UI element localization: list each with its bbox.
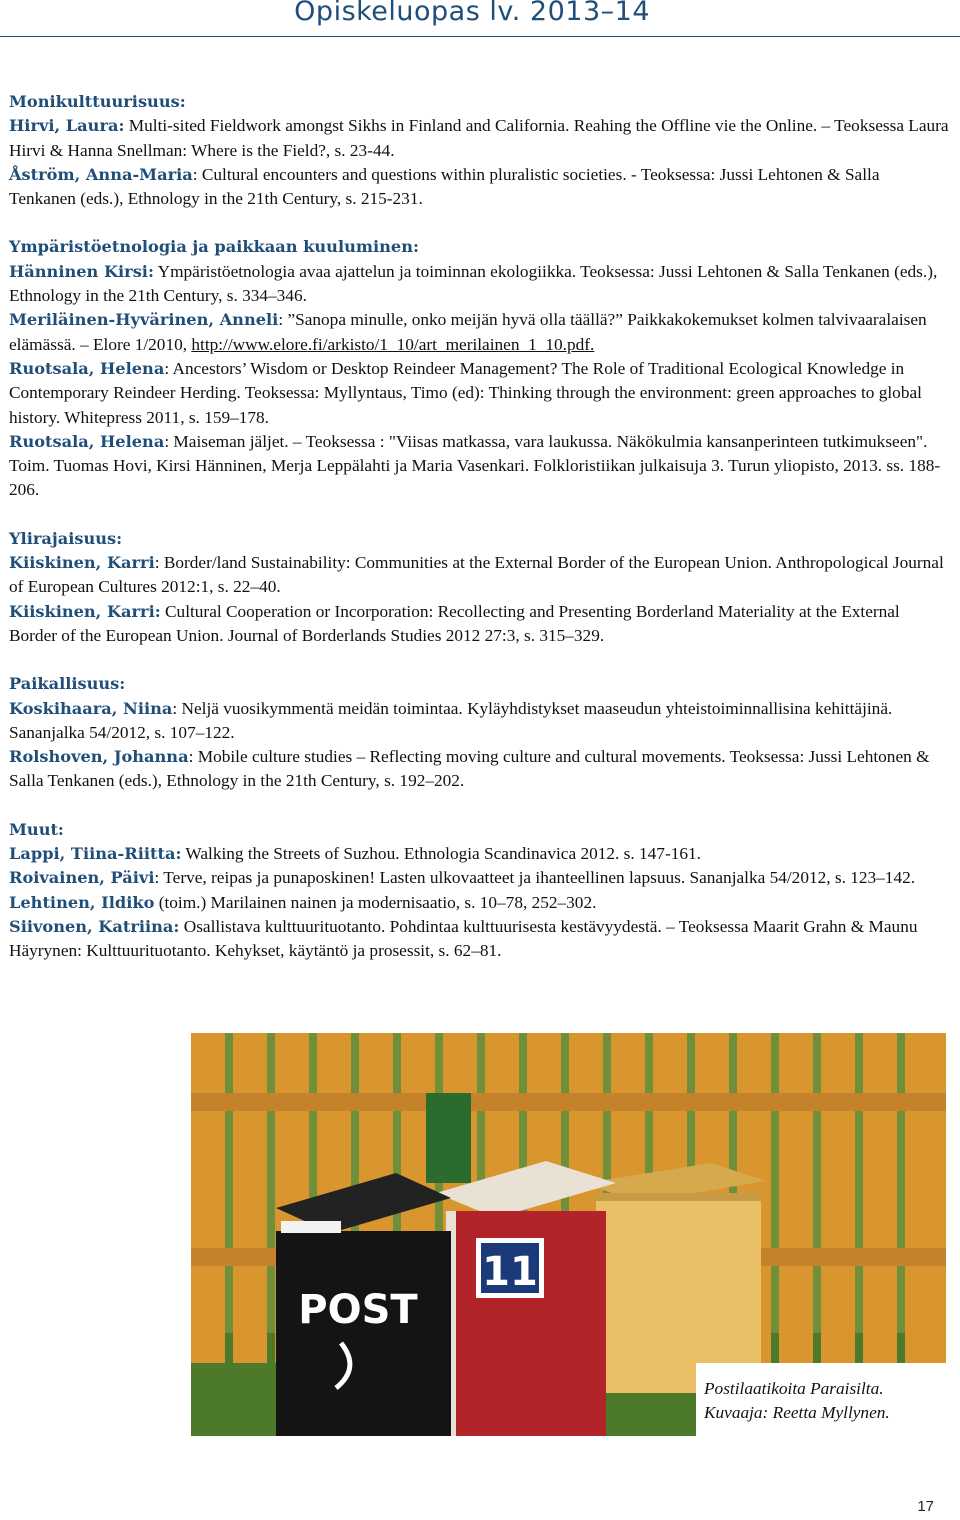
bibliography-entry [9, 915, 949, 964]
entry-author: Kiiskinen, Karri [9, 553, 155, 573]
page-number: 17 [917, 1498, 934, 1515]
entry-text: : Terve, reipas ja punaposkinen! Lasten ulkovaatteet ja ihanteellinen lapsuus. Sananjalka 54/2012, s. 123–142. [154, 868, 916, 888]
caption-line-1: Postilaatikoita Paraisilta. [704, 1379, 884, 1398]
entry-author: Meriläinen-Hyvärinen, Anneli [9, 310, 279, 330]
bibliography-entry [9, 697, 949, 746]
section-heading: Ylirajaisuus: [9, 528, 123, 548]
section-muut [9, 818, 949, 964]
bibliography-entry [9, 866, 949, 890]
entry-text: : Cultural encounters and questions within pluralistic societies. - Teoksessa: Jussi Lehtonen & Salla Tenkanen (eds.), Ethnology in the 21th Century, s. 215-231. [9, 164, 880, 209]
bibliography-entry [9, 891, 949, 915]
entry-author: Rolshoven, Johanna [9, 747, 189, 767]
entry-author: Lappi, Tiina-Riitta: [9, 844, 182, 864]
section-heading: Muut: [9, 819, 64, 839]
section-heading: Monikulttuurisuus: [9, 92, 186, 111]
entry-author: Hirvi, Laura: [9, 116, 125, 136]
section-paikallisuus [9, 672, 949, 793]
entry-author: Ruotsala, Helena [9, 431, 165, 451]
section-monikulttuurisuus [9, 90, 949, 211]
mailbox-illustration [191, 1033, 946, 1436]
document-body [9, 90, 949, 988]
elore-article-link[interactable]: http://www.elore.fi/arkisto/1_10/art_merilainen_1_10.pdf. [191, 334, 595, 354]
entry-text: Osallistava kulttuurituotanto. Pohdintaa kulttuurisesta kestävyydestä. – Teoksessa Maarit Grahn & Maunu Häyrynen: Kulttuurituotanto. Kehykset, käytäntö ja prosessit, s. 62–81. [9, 916, 918, 961]
bibliography-entry [9, 163, 949, 212]
entry-author: Ruotsala, Helena [9, 358, 165, 378]
entry-text: : Maiseman jäljet. – Teoksessa : "Viisas matkassa, vara laukussa. Näkökulmia kansanperinteen tutkimukseen". Toim. Tuomas Hovi, Kirsi Hänninen, Merja Leppälahti ja Maria Vasenkari. Folkloristiikan julkaisuja 3. Turun yliopisto, 2013. ss. 188-206. [9, 431, 941, 500]
bibliography-entry [9, 357, 949, 430]
post-label: POST [298, 1287, 418, 1333]
bibliography-entry [9, 600, 949, 649]
green-bin [426, 1093, 471, 1183]
bibliography-entry [9, 308, 949, 357]
bibliography-entry [9, 114, 949, 163]
entry-author: Hänninen Kirsi: [9, 261, 154, 281]
section-heading: Paikallisuus: [9, 674, 126, 694]
entry-text: Walking the Streets of Suzhou. Ethnologia Scandinavica 2012. s. 147-161. [181, 844, 701, 864]
entry-text: Cultural Cooperation or Incorporation: Recollecting and Presenting Borderland Materiality at the External Border of the European Union. Journal of Borderlands Studies 2012 27:3, s. 315–329. [9, 601, 900, 645]
bibliography-entry [9, 745, 949, 794]
entry-text: : Neljä vuosikymmentä meidän toimintaa. Kyläyhdistykset maaseudun yhteistoiminnallisina kehittäjinä. Sananjalka 54/2012, s. 107–122. [9, 698, 893, 742]
photo-caption [704, 1377, 890, 1425]
yellow-mailbox [586, 1163, 766, 1393]
entry-author: Lehtinen, Ildiko [9, 892, 155, 912]
bibliography-entry [9, 260, 949, 309]
header-rule [0, 36, 960, 37]
section-ymparistoetnologia [9, 235, 949, 502]
page-header [0, 0, 960, 36]
entry-author: Roivainen, Päivi [9, 868, 155, 888]
bibliography-entry [9, 842, 949, 866]
entry-text: Multi-sited Fieldwork amongst Sikhs in Finland and California. Reahing the Offline vie the Online. – Teoksessa Laura Hirvi & Hanna Snellman: Where is the Field?, s. 23-44. [9, 116, 949, 160]
entry-text: : Border/land Sustainability: Communities at the External Border of the European Union. Anthropological Journal of European Cultures 2012:1, s. 22–40. [9, 553, 944, 597]
mailbox-photo [191, 1033, 946, 1436]
entry-text: (toim.) Marilainen nainen ja modernisaatio, s. 10–78, 252–302. [154, 892, 597, 912]
bibliography-entry [9, 551, 949, 600]
entry-text: Ympäristöetnologia avaa ajattelun ja toiminnan ekologiikka. Teoksessa: Jussi Lehtonen & Salla Tenkanen (eds.), Ethnology in the 21th Century, s. 334–346. [9, 261, 938, 306]
entry-author: Åström, Anna-Maria [9, 164, 193, 184]
caption-line-2: Kuvaaja: Reetta Myllynen. [704, 1403, 890, 1422]
entry-author: Koskihaara, Niina [9, 698, 173, 718]
entry-text: : ”Sanopa minulle, onko meijän hyvä olla täällä?” Paikkakokemukset kolmen talvivaaralaisen elämässä. – Elore 1/2010, [9, 310, 927, 354]
header-title: Opiskeluopas lv. 2013–14 [294, 0, 650, 27]
entry-author: Kiiskinen, Karri: [9, 601, 161, 621]
entry-text: : Mobile culture studies – Reflecting moving culture and cultural movements. Teoksessa: Jussi Lehtonen & Salla Tenkanen (eds.), Ethnology in the 21th Century, s. 192–202. [9, 747, 930, 791]
bibliography-entry [9, 430, 949, 503]
section-heading: Ympäristöetnologia ja paikkaan kuuluminen: [9, 237, 419, 257]
section-ylirajaisuus [9, 527, 949, 648]
mailbox-number: 11 [482, 1249, 538, 1295]
entry-text: : Ancestors’ Wisdom or Desktop Reindeer Management? The Role of Traditional Ecological Knowledge in Contemporary Reindeer Herding. Teoksessa: Myllyntaus, Timo (ed): Thinking through the environment: green approaches to global history. Whitepress 2011, s. 159–178. [9, 358, 922, 427]
entry-author: Siivonen, Katriina: [9, 916, 180, 936]
